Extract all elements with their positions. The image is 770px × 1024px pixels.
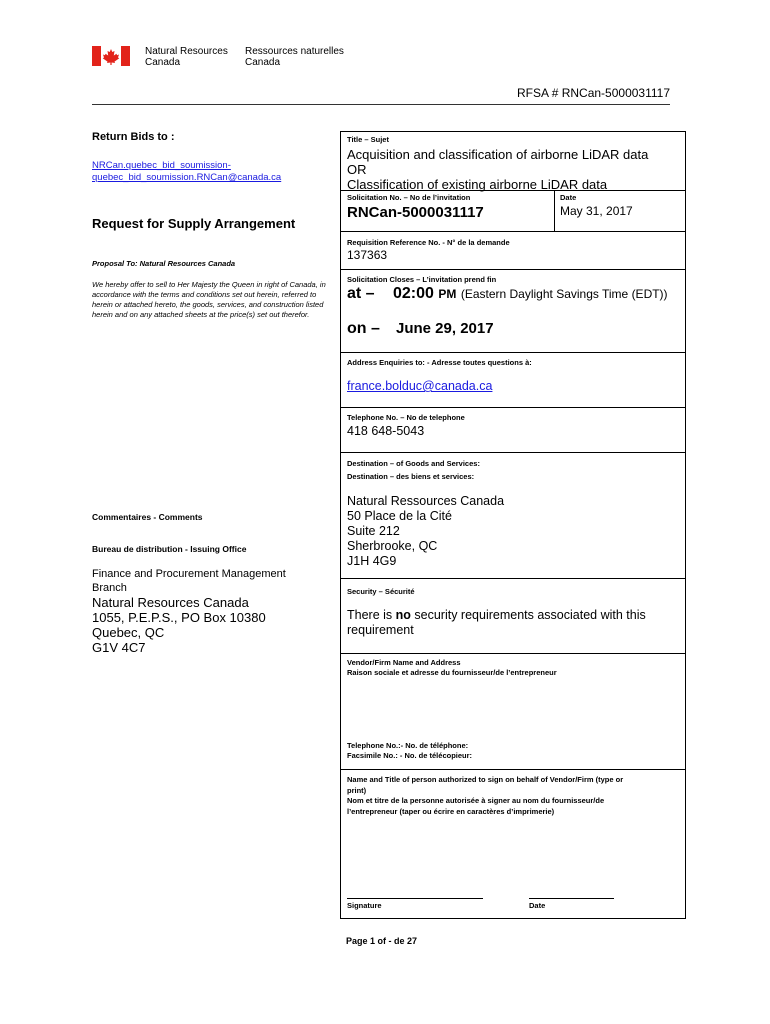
rsa-title: Request for Supply Arrangement: [92, 216, 296, 231]
at-label: at –: [347, 285, 375, 302]
signature-label: Signature: [347, 901, 382, 910]
comments-label: Commentaires - Comments: [92, 512, 203, 522]
divider: [554, 190, 555, 231]
date-value: May 31, 2017: [560, 204, 633, 218]
return-bids-label: Return Bids to :: [92, 131, 175, 143]
header-divider: [92, 104, 670, 105]
authorized-person-label: [347, 775, 681, 817]
phone-label: Telephone No.:- No. de téléphone:: [347, 741, 469, 750]
rfsa-number: RFSA # RNCan-5000031117: [517, 86, 670, 100]
dest-line5: J1H 4G9: [347, 554, 397, 568]
requisition-label: Requisition Reference No. - N° de la demande: [347, 238, 510, 247]
issuing-line1: Finance and Procurement Management: [92, 568, 286, 580]
auth-line2: print): [347, 785, 367, 795]
dest-line3: Suite 212: [347, 524, 400, 538]
divider: [341, 231, 685, 232]
org-fr-line1: Ressources naturelles: [245, 46, 344, 57]
destination-label: [347, 457, 480, 483]
return-bids-email-link[interactable]: [92, 160, 281, 184]
issuing-line2: Branch: [92, 582, 127, 594]
divider: [341, 190, 685, 191]
vendor-label-fr: Raison sociale et adresse du fournisseur/de l’entrepreneur: [347, 668, 557, 677]
title-line3: Classification of existing airborne LiDAR data: [347, 177, 608, 192]
closing-time: [393, 285, 668, 303]
security-text: [347, 608, 677, 638]
pm: PM: [438, 287, 457, 301]
org-en-line1: Natural Resources: [145, 46, 228, 57]
divider: [341, 452, 685, 453]
issuing-office-label: Bureau de distribution - Issuing Office: [92, 544, 247, 554]
fax-label: Facsimile No.: - No. de télécopieur:: [347, 751, 473, 760]
page-number: Page 1 of - de 27: [346, 936, 418, 946]
title-line1: Acquisition and classification of airborne LiDAR data: [347, 147, 649, 162]
enquiries-email-link[interactable]: france.bolduc@canada.ca: [347, 379, 493, 393]
issuing-line3: Natural Resources Canada: [92, 595, 249, 610]
destination-label-fr: Destination – des biens et services:: [347, 472, 475, 481]
closing-date: June 29, 2017: [396, 320, 494, 337]
issuing-line4: 1055, P.E.P.S., PO Box 10380: [92, 610, 266, 625]
timezone: (Eastern Daylight Savings Time (EDT)): [460, 287, 668, 301]
dest-line2: 50 Place de la Cité: [347, 509, 452, 523]
security-pre: There is: [347, 608, 396, 622]
date-label: Date: [560, 193, 577, 202]
title-line2: OR: [347, 162, 367, 177]
on-label: on –: [347, 320, 380, 337]
email-line1: NRCan.quebec_bid_soumission-: [92, 160, 231, 171]
divider: [341, 407, 685, 408]
proposal-to: Proposal To: Natural Resources Canada: [92, 259, 236, 268]
signature-date-label: Date: [529, 901, 546, 910]
offer-text: We hereby offer to sell to Her Majesty the Queen in right of Canada, in accordance with the terms and conditions set out herein, referred to herein or attached hereto, the goods, services, and construction listed herein and on any attached sheets at the price(s) set out therefor.: [92, 280, 326, 319]
divider: [341, 269, 685, 270]
auth-line3: Nom et titre de la personne autorisée à signer au nom du fournisseur/de: [347, 796, 605, 805]
dest-line1: Natural Ressources Canada: [347, 494, 505, 508]
time-value: 02:00: [393, 285, 434, 302]
issuing-line5: Quebec, QC: [92, 625, 165, 640]
security-label: Security – Sécurité: [347, 587, 415, 596]
auth-line1: Name and Title of person authorized to sign on behalf of Vendor/Firm (type or: [347, 775, 624, 784]
department-name-french: [245, 46, 344, 68]
signature-line: [347, 898, 483, 899]
solicitation-info-box: [340, 131, 686, 919]
canada-flag-logo: [92, 46, 130, 66]
divider: [341, 578, 685, 579]
title-label: Title – Sujet: [347, 135, 389, 144]
divider: [341, 352, 685, 353]
telephone-label: Telephone No. – No de telephone: [347, 413, 465, 422]
email-line2: quebec_bid_soumission.RNCan@canada.ca: [92, 172, 282, 183]
security-line2: requirement: [347, 623, 414, 637]
date-line: [529, 898, 614, 899]
telephone-value: 418 648-5043: [347, 424, 425, 438]
security-no: no: [395, 608, 411, 622]
issuing-office-address: [92, 567, 286, 655]
solicitation-number: RNCan-5000031117: [347, 204, 484, 221]
destination-address: [347, 494, 504, 569]
auth-line4: l’entrepreneur (taper ou écrire en caractères d’imprimerie): [347, 806, 555, 816]
vendor-label: [347, 658, 557, 678]
requisition-number: 137363: [347, 248, 388, 262]
destination-label-en: Destination – of Goods and Services:: [347, 459, 480, 468]
department-name-english: [145, 46, 228, 68]
org-en-line2: Canada: [145, 57, 181, 68]
divider: [341, 769, 685, 770]
title-value: [347, 147, 648, 192]
solicitation-label: Solicitation No. – No de l’invitation: [347, 193, 471, 202]
divider: [341, 653, 685, 654]
address-enquiries-label: Address Enquiries to: - Adresse toutes questions à:: [347, 358, 532, 367]
dest-line4: Sherbrooke, QC: [347, 539, 438, 553]
security-post: security requirements associated with this: [410, 608, 646, 622]
vendor-label-en: Vendor/Firm Name and Address: [347, 658, 461, 667]
org-fr-line2: Canada: [245, 57, 281, 68]
closes-label: Solicitation Closes – L’invitation prend fin: [347, 275, 497, 284]
phone-fax-label: [347, 741, 472, 761]
issuing-line6: G1V 4C7: [92, 640, 146, 655]
